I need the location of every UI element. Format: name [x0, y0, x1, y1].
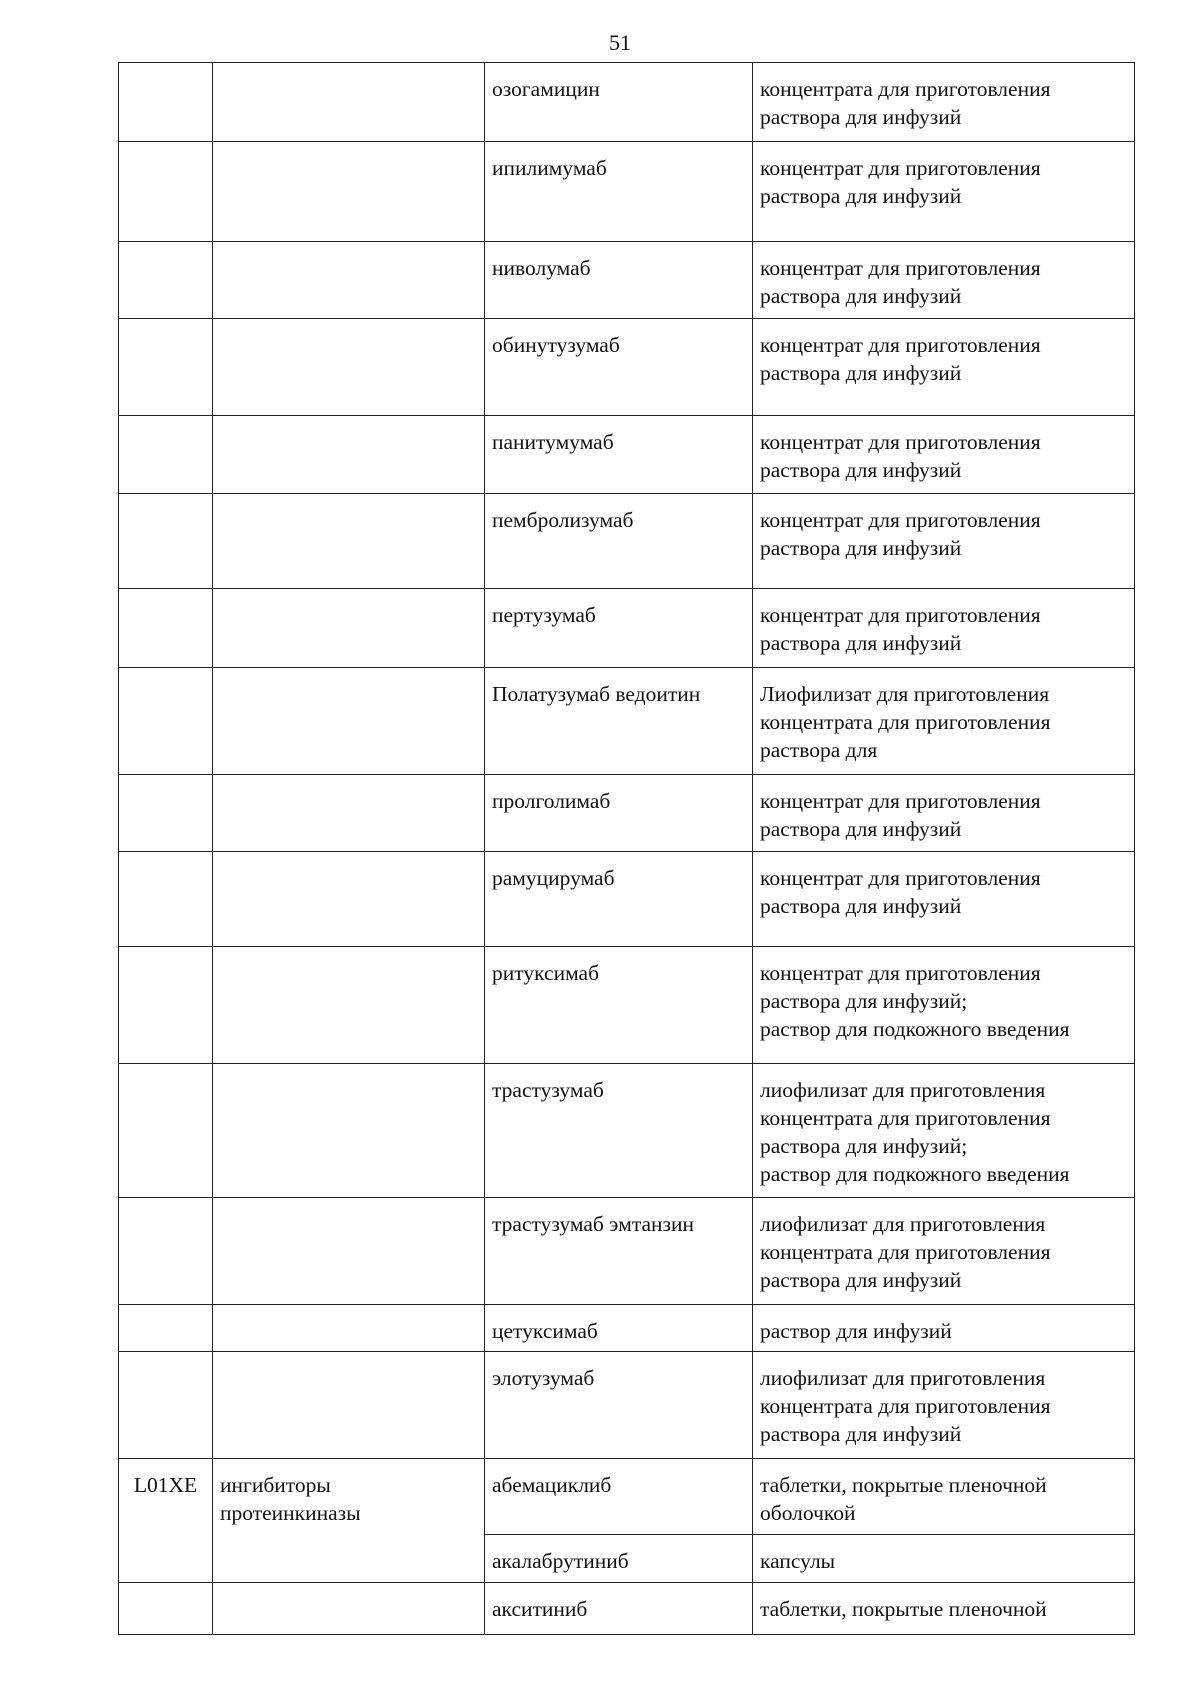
dosage-form-cell: [753, 1352, 1135, 1459]
drug-name-cell: ниволумаб: [485, 242, 753, 319]
atc-code-cell: [119, 1352, 213, 1459]
drug-table-body: [119, 63, 1135, 1635]
dosage-form-cell: [753, 1305, 1135, 1352]
group-line: протеинкиназы: [220, 1501, 361, 1525]
dosage-form-line: раствора для инфузий: [760, 458, 962, 482]
pharmacological-group-cell: [213, 775, 485, 852]
dosage-form-line: раствора для инфузий: [760, 1422, 962, 1446]
pharmacological-group-cell: [213, 589, 485, 668]
pharmacological-group-cell: [213, 852, 485, 947]
pharmacological-group-cell: [213, 1459, 485, 1583]
drug-name-cell: пролголимаб: [485, 775, 753, 852]
table-row: [119, 416, 1135, 494]
dosage-form-line: таблетки, покрытые пленочной: [760, 1597, 1047, 1621]
dosage-form-line: концентрат для приготовления: [760, 156, 1041, 180]
drug-table: [118, 62, 1135, 1635]
dosage-form-line: раствора для: [760, 738, 878, 762]
page-number: 51: [609, 30, 631, 55]
atc-code-cell: [119, 947, 213, 1064]
dosage-form-line: раствора для инфузий: [760, 631, 962, 655]
dosage-form-line: раствор для подкожного введения: [760, 1162, 1070, 1186]
atc-code-cell: [119, 494, 213, 589]
dosage-form-line: раствора для инфузий: [760, 361, 962, 385]
dosage-form-line: лиофилизат для приготовления: [760, 1212, 1046, 1236]
drug-name-cell: пертузумаб: [485, 589, 753, 668]
table-row: [119, 668, 1135, 775]
dosage-form-line: раствора для инфузий: [760, 536, 962, 560]
drug-name-cell: Полатузумаб ведоитин: [485, 668, 753, 775]
dosage-form-line: концентрата для приготовления: [760, 1240, 1051, 1264]
dosage-form-cell: [753, 142, 1135, 242]
atc-code-cell: [119, 852, 213, 947]
table-row: [119, 142, 1135, 242]
pharmacological-group-cell: [213, 1352, 485, 1459]
dosage-form-line: концентрата для приготовления: [760, 1106, 1051, 1130]
dosage-form-cell: [753, 1064, 1135, 1198]
drug-name-cell: обинутузумаб: [485, 319, 753, 416]
table-row: [119, 494, 1135, 589]
dosage-form-line: раствора для инфузий: [760, 284, 962, 308]
drug-name-cell: элотузумаб: [485, 1352, 753, 1459]
dosage-form-cell: [753, 1198, 1135, 1305]
dosage-form-line: концентрат для приготовления: [760, 961, 1041, 985]
atc-code-cell: [119, 142, 213, 242]
pharmacological-group-cell: [213, 947, 485, 1064]
dosage-form-line: раствора для инфузий: [760, 105, 962, 129]
dosage-form-line: оболочкой: [760, 1501, 856, 1525]
dosage-form-cell: [753, 63, 1135, 142]
dosage-form-cell: [753, 589, 1135, 668]
dosage-form-line: капсулы: [760, 1549, 836, 1573]
dosage-form-line: раствора для инфузий: [760, 894, 962, 918]
dosage-form-line: концентрат для приготовления: [760, 603, 1041, 627]
table-row: [119, 1583, 1135, 1635]
pharmacological-group-cell: [213, 494, 485, 589]
drug-name-cell: ритуксимаб: [485, 947, 753, 1064]
dosage-form-line: Лиофилизат для приготовления: [760, 682, 1050, 706]
pharmacological-group-cell: [213, 668, 485, 775]
drug-name-cell: абемациклиб: [485, 1459, 753, 1535]
dosage-form-cell: [753, 1535, 1135, 1583]
drug-name-cell: пембролизумаб: [485, 494, 753, 589]
drug-name-cell: цетуксимаб: [485, 1305, 753, 1352]
dosage-form-line: раствора для инфузий: [760, 817, 962, 841]
table-row: [119, 242, 1135, 319]
dosage-form-cell: [753, 242, 1135, 319]
dosage-form-line: раствор для инфузий: [760, 1319, 952, 1343]
dosage-form-cell: [753, 319, 1135, 416]
table-row: [119, 1352, 1135, 1459]
atc-code-cell: [119, 1064, 213, 1198]
dosage-form-line: раствора для инфузий: [760, 1268, 962, 1292]
atc-code-cell: [119, 319, 213, 416]
atc-code-cell: [119, 775, 213, 852]
dosage-form-cell: [753, 668, 1135, 775]
dosage-form-cell: [753, 416, 1135, 494]
dosage-form-line: концентрат для приготовления: [760, 508, 1041, 532]
drug-name-cell: панитумумаб: [485, 416, 753, 494]
drug-name-cell: рамуцирумаб: [485, 852, 753, 947]
dosage-form-line: лиофилизат для приготовления: [760, 1078, 1046, 1102]
pharmacological-group-cell: [213, 142, 485, 242]
dosage-form-cell: [753, 852, 1135, 947]
dosage-form-line: раствор для подкожного введения: [760, 1017, 1070, 1041]
dosage-form-line: раствора для инфузий: [760, 184, 962, 208]
table-row: [119, 1198, 1135, 1305]
pharmacological-group-cell: [213, 1198, 485, 1305]
pharmacological-group-cell: [213, 1064, 485, 1198]
dosage-form-line: концентрат для приготовления: [760, 430, 1041, 454]
atc-code-cell: L01XE: [119, 1459, 213, 1583]
dosage-form-line: концентрата для приготовления: [760, 77, 1051, 101]
pharmacological-group-cell: [213, 1305, 485, 1352]
drug-name-cell: трастузумаб эмтанзин: [485, 1198, 753, 1305]
drug-name-cell: акситиниб: [485, 1583, 753, 1635]
atc-code-cell: [119, 416, 213, 494]
table-row: [119, 852, 1135, 947]
dosage-form-cell: [753, 494, 1135, 589]
dosage-form-line: концентрат для приготовления: [760, 789, 1041, 813]
atc-code-cell: [119, 63, 213, 142]
pharmacological-group-cell: [213, 1583, 485, 1635]
dosage-form-line: лиофилизат для приготовления: [760, 1366, 1046, 1390]
atc-code-cell: [119, 668, 213, 775]
dosage-form-line: концентрата для приготовления: [760, 710, 1051, 734]
dosage-form-line: концентрата для приготовления: [760, 1394, 1051, 1418]
atc-code-cell: [119, 1305, 213, 1352]
drug-name-cell: ипилимумаб: [485, 142, 753, 242]
pharmacological-group-cell: [213, 319, 485, 416]
table-row: [119, 1064, 1135, 1198]
dosage-form-line: концентрат для приготовления: [760, 333, 1041, 357]
group-line: ингибиторы: [220, 1473, 331, 1497]
dosage-form-line: раствора для инфузий;: [760, 1134, 968, 1158]
table-row: [119, 947, 1135, 1064]
drug-name-cell: трастузумаб: [485, 1064, 753, 1198]
dosage-form-cell: [753, 1583, 1135, 1635]
pharmacological-group-cell: [213, 63, 485, 142]
dosage-form-cell: [753, 775, 1135, 852]
table-row: [119, 319, 1135, 416]
pharmacological-group-cell: [213, 242, 485, 319]
atc-code-cell: [119, 1198, 213, 1305]
dosage-form-cell: [753, 947, 1135, 1064]
dosage-form-line: концентрат для приготовления: [760, 256, 1041, 280]
table-row: [119, 1459, 1135, 1535]
atc-code-cell: [119, 242, 213, 319]
table-row: [119, 1305, 1135, 1352]
table-row: [119, 589, 1135, 668]
atc-code-cell: [119, 589, 213, 668]
dosage-form-cell: [753, 1459, 1135, 1535]
dosage-form-line: концентрат для приготовления: [760, 866, 1041, 890]
atc-code-cell: [119, 1583, 213, 1635]
pharmacological-group-cell: [213, 416, 485, 494]
table-row: [119, 63, 1135, 142]
table-row: [119, 775, 1135, 852]
dosage-form-line: раствора для инфузий;: [760, 989, 968, 1013]
dosage-form-line: таблетки, покрытые пленочной: [760, 1473, 1047, 1497]
drug-name-cell: озогамицин: [485, 63, 753, 142]
drug-name-cell: акалабрутиниб: [485, 1535, 753, 1583]
